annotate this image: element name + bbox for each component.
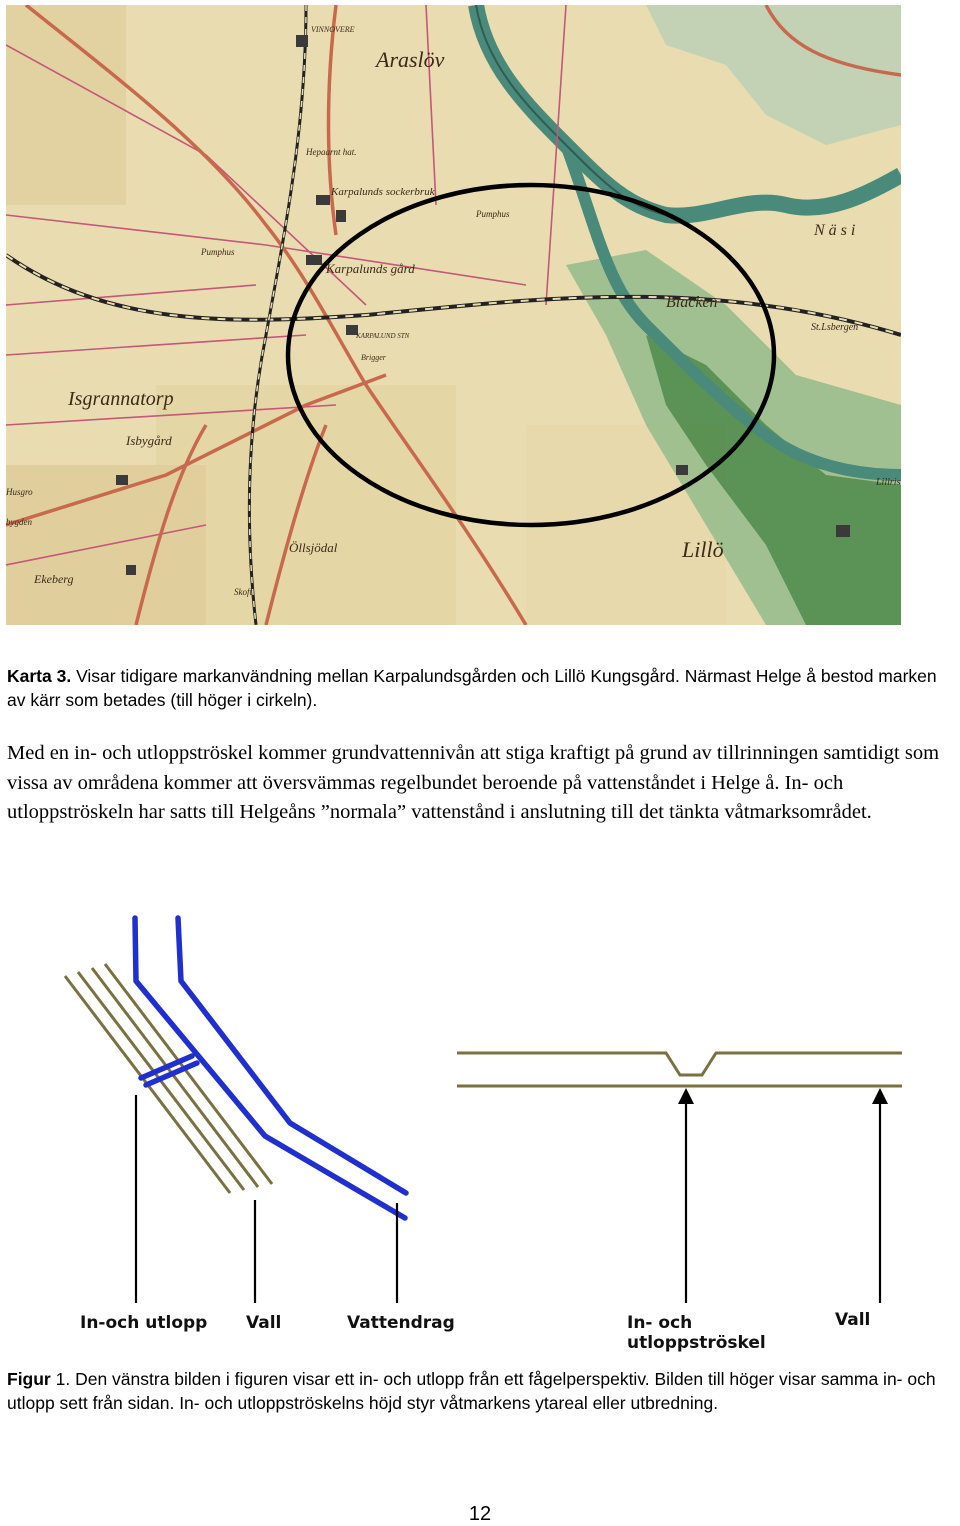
- label-embankment-left: Vall: [246, 1313, 282, 1333]
- map-label-karpalund-stn: KARPALUND STN: [356, 332, 410, 340]
- map-label-vinnovere: VINNOVERE: [311, 25, 355, 34]
- map-label-pumphus-2: Pumphus: [201, 247, 235, 257]
- historical-map: [6, 5, 901, 625]
- map-label-pumphus-1: Pumphus: [476, 209, 510, 219]
- label-threshold-line1: In- och: [627, 1313, 693, 1333]
- map-label-brigger: Brigger: [361, 353, 386, 362]
- map-label-karpalunds-socker: Karpalunds sockerbruk: [331, 186, 435, 198]
- map-label-isbygard: Isbygård: [126, 433, 172, 448]
- map-label-nasi: N ä s i: [814, 222, 856, 239]
- map-label-kvarn: Hepaarnt hat.: [306, 147, 357, 157]
- embankment-arrowhead: [872, 1088, 888, 1104]
- label-inlet-outlet: In-och utlopp: [80, 1313, 208, 1333]
- embankment-lines: [65, 964, 272, 1193]
- map-label-st-ilsbergen: St.Lsbergen: [811, 322, 859, 333]
- map-label-araslov: Araslöv: [376, 47, 445, 72]
- map-label-isgrannatorp: Isgrannatorp: [68, 388, 174, 410]
- map-caption-text: Visar tidigare markanvändning mellan Karpalundsgården och Lillö Kungsgård. Närmast Helge å bestod marken av kärr som betades (till höger i cirkeln).: [7, 666, 937, 710]
- map-label-skoft: Skoft: [234, 587, 252, 597]
- map-caption: [7, 664, 952, 712]
- figure-pointers: [136, 1095, 880, 1303]
- figure-caption-text: 1. Den vänstra bilden i figuren visar ett in- och utlopp från ett fågelperspektiv. Bilden till höger visar samma in- och utlopp sett från sidan. In- och utloppströskelns höjd styr våtmarkens ytareal eller utbredning.: [7, 1369, 936, 1413]
- page-number: 12: [468, 1503, 492, 1525]
- map-label-ollsjodal: Öllsjödal: [289, 540, 338, 555]
- map-label-ekeberg: Ekeberg: [34, 572, 74, 586]
- map-label-lillris: Lillris: [876, 477, 901, 488]
- threshold-arrowhead: [678, 1088, 694, 1104]
- body-paragraph: Med en in- och utloppströskel kommer grundvattennivån att stiga kraftigt på grund av tillrinningen samtidigt som vissa av områdena kommer att översvämmas regelbundet beroende på vattenståndet i Helge å. In- och utloppströskeln har satts till Helgeåns ”normala” vattenstånd i anslutning till det tänkta våtmarksområdet.: [7, 742, 940, 823]
- map-label-blacken: Blacken: [666, 294, 718, 311]
- map-label-husgro: Husgro: [6, 487, 33, 497]
- map-label-lillo: Lillö: [682, 537, 724, 562]
- map-label-bygden: bygden: [6, 517, 32, 527]
- figure-caption: [7, 1367, 952, 1415]
- label-embankment-right: Vall: [835, 1310, 871, 1330]
- side-view-embankment: [457, 1053, 902, 1086]
- map-label-karpalunds-gard: Karpalunds gård: [326, 261, 415, 276]
- watercourse-channel: [135, 918, 406, 1218]
- figure-arrowheads: [678, 1088, 888, 1104]
- label-threshold-line2: utloppströskel: [627, 1333, 766, 1353]
- map-caption-label: Karta 3.: [7, 666, 72, 686]
- figure-caption-label: Figur: [7, 1369, 51, 1389]
- label-watercourse: Vattendrag: [347, 1313, 455, 1333]
- inlet-outlet-figure: [0, 888, 960, 1360]
